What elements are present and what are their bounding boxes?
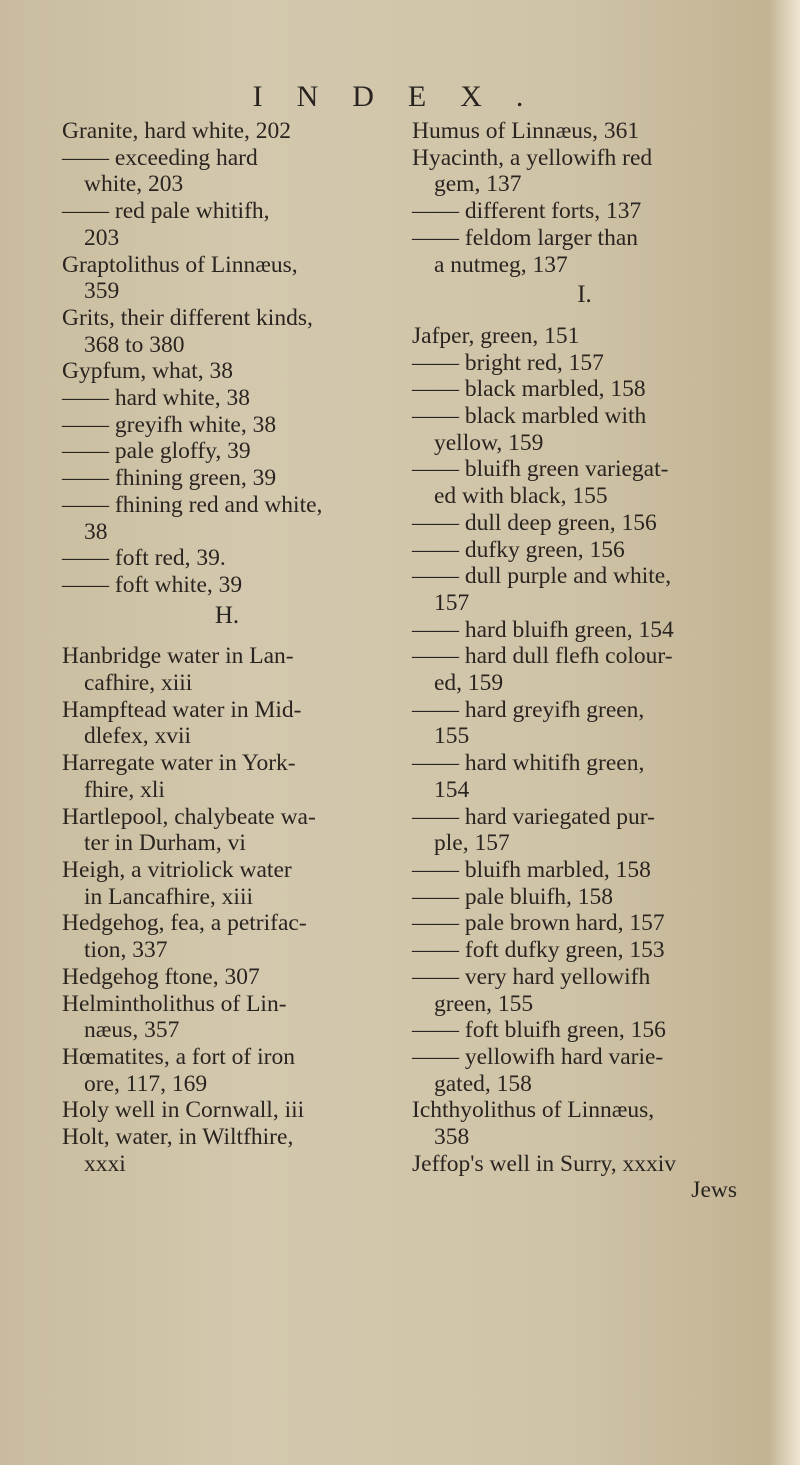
index-entry — [62, 857, 392, 910]
index-entry — [62, 465, 392, 492]
index-entry-line: —— pale brown hard, 157 — [412, 910, 665, 937]
index-entry-line: Hyacinth, a yellowifh red — [412, 144, 653, 171]
index-entry — [62, 697, 392, 750]
index-entry — [62, 910, 392, 963]
index-entry — [62, 145, 392, 198]
index-entry-line: —— pale bluifh, 158 — [412, 883, 614, 910]
index-entry-line: Harregate water in York- — [62, 750, 296, 777]
index-entry — [62, 750, 392, 803]
index-entry — [62, 804, 392, 857]
index-entry-line: —— hard dull flefh colour- — [412, 643, 673, 670]
index-entry-line: —— feldom larger than — [412, 224, 639, 251]
index-entry-continuation: xxxi — [84, 1150, 126, 1177]
index-entry-continuation: gem, 137 — [434, 171, 522, 198]
index-entry-line: —— exceeding hard — [62, 144, 258, 171]
index-entry-continuation: 359 — [84, 278, 120, 305]
index-entry — [62, 492, 392, 545]
index-entry — [412, 804, 757, 857]
index-entry-line: —— hard whitifh green, — [412, 750, 645, 777]
index-entry — [62, 1044, 392, 1097]
index-entry-continuation: 358 — [434, 1124, 470, 1151]
index-entry-line: —— dufky green, 156 — [412, 536, 625, 563]
index-entry-continuation: dlefex, xvii — [84, 723, 192, 750]
index-entry-continuation: tion, 337 — [84, 937, 168, 964]
index-entry — [412, 910, 757, 937]
index-entry-line: —— hard greyifh green, — [412, 696, 645, 723]
index-entry-line: —— greyifh white, 38 — [62, 411, 277, 438]
index-entry-continuation: gated, 158 — [434, 1070, 532, 1097]
index-entry — [412, 643, 757, 696]
index-entry-line: Humus of Linnæus, 361 — [412, 118, 640, 144]
index-entry-line: —— foft red, 39. — [62, 545, 226, 572]
index-entry-line: Helmintholithus of Lin- — [62, 990, 287, 1017]
index-entry-line: Ichthyolithus of Linnæus, — [412, 1097, 655, 1124]
index-entry-line: —— red pale whitifh, — [62, 198, 270, 225]
index-entry — [412, 537, 757, 564]
index-entry — [62, 572, 392, 599]
index-entry-line: Hedgehog ftone, 307 — [62, 963, 260, 990]
index-entry — [412, 510, 757, 537]
index-entry-line: —— fhining green, 39 — [62, 465, 277, 492]
index-entry — [62, 545, 392, 572]
index-entry — [62, 118, 392, 145]
index-entry-line: —— fhining red and white, — [62, 491, 323, 518]
index-entry-line: Jeffop's well in Surry, xxxiv — [412, 1150, 677, 1177]
index-entry — [412, 403, 757, 456]
index-entry-line: Hedgehog, fea, a petrifac- — [62, 910, 307, 937]
index-entry-line: Hampftead water in Mid- — [62, 696, 302, 723]
page-title: INDEX. — [252, 80, 558, 113]
index-entry-line: Gypfum, what, 38 — [62, 358, 234, 385]
index-entry-line: —— black marbled, 158 — [412, 376, 646, 403]
index-entry-line: —— black marbled with — [412, 403, 647, 430]
index-entry — [62, 305, 392, 358]
index-entry-continuation: ple, 157 — [434, 830, 510, 857]
index-entry-line: Granite, hard white, 202 — [62, 118, 292, 144]
index-entry-line: —— dull deep green, 156 — [412, 509, 657, 536]
index-entry-continuation: fhire, xli — [84, 776, 165, 803]
index-entry-line: Hanbridge water in Lan- — [62, 643, 294, 670]
index-entry — [412, 697, 757, 750]
index-entry — [412, 1017, 757, 1044]
index-entry-line: —— pale gloffy, 39 — [62, 438, 251, 465]
index-entry-line: —— foft bluifh green, 156 — [412, 1017, 666, 1044]
index-entry — [62, 643, 392, 696]
index-entry-line: —— foft white, 39 — [62, 571, 243, 598]
index-entry — [412, 456, 757, 509]
section-letter-heading: I. — [577, 281, 592, 309]
index-entry — [412, 118, 757, 145]
index-entry — [62, 412, 392, 439]
index-entry — [412, 350, 757, 377]
index-entry-line: —— hard bluifh green, 154 — [412, 616, 674, 643]
index-entry-line: —— hard variegated pur- — [412, 803, 655, 830]
index-entry-line: —— very hard yellowifh — [412, 963, 651, 990]
index-entry — [412, 563, 757, 616]
index-entry — [62, 358, 392, 385]
index-entry-continuation: 157 — [434, 589, 470, 616]
index-entry — [412, 857, 757, 884]
index-entry — [412, 198, 757, 225]
index-entry — [62, 385, 392, 412]
index-entry-continuation: næus, 357 — [84, 1017, 180, 1044]
index-entry-line: —— bluifh green variegat- — [412, 456, 669, 483]
index-entry — [62, 991, 392, 1044]
index-entry-continuation: 368 to 380 — [84, 331, 185, 358]
index-entry-continuation: ed with black, 155 — [434, 483, 608, 510]
index-entry-continuation: 154 — [434, 776, 470, 803]
index-column-left — [62, 118, 392, 1177]
index-entry — [412, 376, 757, 403]
index-entry-continuation: in Lancafhire, xiii — [84, 883, 253, 910]
index-entry — [412, 750, 757, 803]
index-entry-line: Hartlepool, chalybeate wa- — [62, 803, 316, 830]
index-entry-continuation: cafhire, xiii — [84, 670, 193, 697]
index-entry — [412, 964, 757, 1017]
index-entry — [62, 252, 392, 305]
index-entry-line: Grits, their different kinds, — [62, 304, 313, 331]
index-entry-continuation: yellow, 159 — [434, 429, 544, 456]
index-entry-continuation: white, 203 — [84, 171, 184, 198]
index-entry — [412, 145, 757, 198]
index-entry-line: Heigh, a vitriolick water — [62, 856, 292, 883]
index-entry — [412, 617, 757, 644]
index-entry-continuation: ter in Durham, vi — [84, 830, 246, 857]
section-letter-heading: H. — [214, 601, 240, 629]
index-entry — [62, 198, 392, 251]
index-entry — [412, 884, 757, 911]
index-entry — [62, 1097, 392, 1124]
index-entry — [412, 937, 757, 964]
index-entry-line: —— yellowifh hard varie- — [412, 1043, 664, 1070]
index-entry-continuation: green, 155 — [434, 990, 534, 1017]
index-entry-continuation: 203 — [84, 224, 120, 251]
index-entry-line: —— bright red, 157 — [412, 349, 604, 376]
index-entry — [62, 964, 392, 991]
catchword: Jews — [691, 1177, 737, 1204]
index-entry-line: —— hard white, 38 — [62, 385, 250, 412]
index-entry-line: Holy well in Cornwall, iii — [62, 1097, 305, 1124]
index-entry — [62, 1124, 392, 1177]
index-entry-line: Graptolithus of Linnæus, — [62, 251, 298, 278]
index-entry — [412, 1151, 757, 1178]
index-column-right — [412, 118, 757, 1204]
index-entry-continuation: a nutmeg, 137 — [434, 251, 568, 278]
index-entry — [62, 438, 392, 465]
index-entry-line: —— dull purple and white, — [412, 563, 672, 590]
index-entry — [412, 1044, 757, 1097]
index-entry — [412, 1097, 757, 1150]
index-entry — [412, 323, 757, 350]
index-entry-line: —— foft dufky green, 153 — [412, 937, 665, 964]
index-entry-line: Jafper, green, 151 — [412, 322, 580, 349]
index-entry — [412, 225, 757, 278]
index-entry-line: Holt, water, in Wiltfhire, — [62, 1124, 294, 1151]
index-entry-line: —— different forts, 137 — [412, 198, 642, 225]
index-entry-line: —— bluifh marbled, 158 — [412, 856, 651, 883]
index-entry-continuation: ed, 159 — [434, 670, 504, 697]
index-entry-continuation: 38 — [84, 518, 108, 545]
index-entry-continuation: 155 — [434, 723, 470, 750]
index-entry-continuation: ore, 117, 169 — [84, 1070, 208, 1097]
index-entry-line: Hœmatites, a fort of iron — [62, 1043, 295, 1070]
